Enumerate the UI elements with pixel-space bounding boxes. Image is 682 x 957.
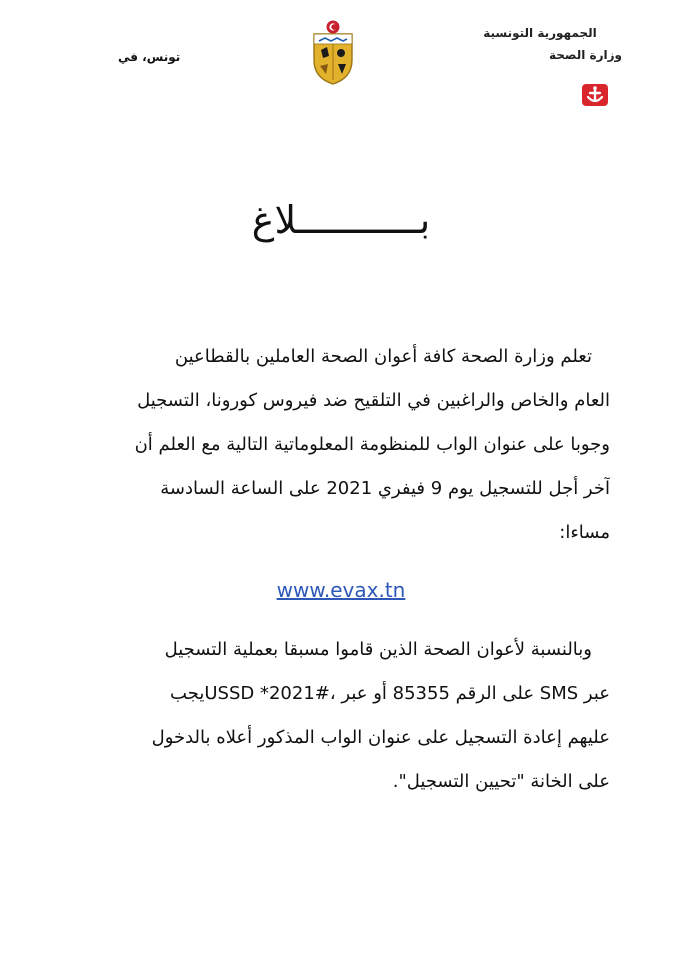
paragraph-line: عليهم إعادة التسجيل على عنوان الواب المذكور أعلاه بالدخول: [151, 727, 610, 748]
paragraph-line: عبر SMS على الرقم 85355 أو عبر ،#2021* USSDيجب: [170, 683, 610, 704]
paragraph-line: العام والخاص والراغبين في التلقيح ضد فيروس كورونا، التسجيل: [137, 390, 610, 411]
paragraph-line: مساءا:: [559, 522, 610, 543]
ministry-logo-icon: [582, 84, 608, 106]
republic-label: الجمهورية التونسية: [483, 26, 597, 40]
announcement-paragraph-2: [74, 628, 610, 804]
paragraph-line: تعلم وزارة الصحة كافة أعوان الصحة العاملين بالقطاعين: [174, 346, 592, 367]
page-title: بـــــــــــلاغ: [251, 198, 431, 242]
coat-of-arms-icon: [311, 20, 355, 86]
header-institution: [440, 22, 640, 66]
paragraph-line: آخر أجل للتسجيل يوم 9 فيفري 2021 على الساعة السادسة: [160, 478, 610, 499]
paragraph-line: وجوبا على عنوان الواب للمنظومة المعلوماتية التالية مع العلم أن: [134, 434, 610, 455]
paragraph-line: وبالنسبة لأعوان الصحة الذين قاموا مسبقا بعملية التسجيل: [164, 639, 592, 660]
place-date-label: تونس، في: [118, 50, 181, 64]
registration-link[interactable]: www.evax.tn: [276, 578, 406, 602]
announcement-paragraph-1: [74, 335, 610, 555]
paragraph-line: على الخانة "تحيين التسجيل".: [392, 771, 610, 792]
ministry-label: وزارة الصحة: [548, 48, 622, 62]
